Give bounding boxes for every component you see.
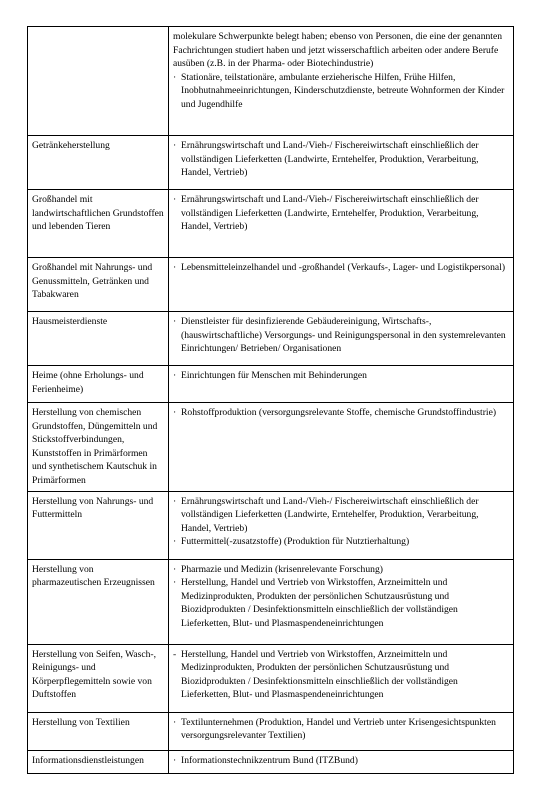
sector-name: Herstellung von Textilien: [32, 716, 130, 728]
sector-name: Großhandel mit Nahrungs- und Genussmitteln, Getränken und Tabakwaren: [32, 262, 153, 301]
critical-area-cell: [169, 750, 514, 773]
sector-name: Informationsdienstleistungen: [32, 754, 144, 766]
sector-cell: [28, 403, 169, 492]
critical-area-item: [173, 71, 509, 112]
critical-area-cell: [169, 27, 514, 136]
bullet-marker: ·: [173, 370, 177, 381]
sector-cell: [28, 559, 169, 644]
critical-area-cell: [169, 403, 514, 492]
sector-name: Herstellung von Nahrungs- und Futtermitteln: [32, 495, 154, 521]
sector-cell: [28, 644, 169, 712]
table-row: [28, 312, 514, 366]
bullet-marker: ·: [173, 536, 177, 548]
bullet-marker: ·: [173, 577, 177, 589]
sector-cell: [28, 258, 169, 312]
sector-name: Hausmeisterdienste: [32, 316, 108, 327]
critical-area-item: [173, 406, 509, 420]
bullet-marker: -: [173, 648, 177, 660]
critical-area-cell: [169, 491, 514, 559]
critical-area-item: [173, 315, 509, 356]
sector-cell: [28, 712, 169, 750]
critical-area-text: Rohstoffproduktion (versorgungsrelevante Stoffe, chemische Grundstoffindustrie): [181, 407, 497, 418]
critical-area-item: [173, 193, 509, 234]
critical-area-cell: [169, 136, 514, 190]
critical-area-cell: [169, 190, 514, 258]
bullet-marker: ·: [173, 262, 177, 273]
critical-area-item: [173, 576, 509, 630]
critical-area-item: [173, 535, 509, 549]
bullet-marker: ·: [173, 194, 177, 205]
sector-cell: [28, 312, 169, 366]
bullet-marker: ·: [173, 563, 177, 575]
critical-area-cell: [169, 258, 514, 312]
sector-cell: [28, 190, 169, 258]
sector-name: Heime (ohne Erholungs- und Ferienheime): [32, 370, 144, 395]
sector-cell: [28, 491, 169, 559]
critical-area-item: [173, 563, 509, 577]
bullet-marker: ·: [173, 716, 177, 728]
sector-table: [27, 26, 514, 774]
critical-area-text: Ernährungswirtschaft und Land-/Vieh-/ Fischereiwirtschaft einschließlich der vollständigen Lieferketten (Landwirte, Erntehelfer, Produktion, Verarbeitung, Handel, Vertrieb): [181, 495, 479, 534]
table-row: [28, 712, 514, 750]
critical-area-text: Dienstleister für desinfizierende Gebäudereinigung, Wirtschafts-, (hauswirtschaftliche) Versorgungs- und Reinigungspersonal in den systemrelevanten Einrichtungen/ Betrieben/ Organisationen: [181, 316, 506, 355]
critical-area-text: Futtermittel(-zusatzstoffe) (Produktion für Nutztierhaltung): [181, 536, 410, 548]
critical-area-text: Herstellung, Handel und Vertrieb von Wirkstoffen, Arzneimitteln und Medizinprodukten, Produkten der persönlichen Schutzausrüstung und Biozidprodukten / Desinfektionsmitteln einschließlich der vollständigen Lieferketten, Blut- und Plasmaspendeneinrichtungen: [181, 577, 458, 629]
sector-name: Herstellung von chemischen Grundstoffen, Düngemitteln und Stickstoffverbindungen, Kunststoffen in Primärformen und synthetischem Kautschuk in Primärformen: [32, 407, 158, 486]
critical-area-text: Ernährungswirtschaft und Land-/Vieh-/ Fischereiwirtschaft einschließlich der vollständigen Lieferketten (Landwirte, Erntehelfer, Produktion, Verarbeitung, Handel, Vertrieb): [181, 140, 479, 179]
critical-area-text: Informationstechnikzentrum Bund (ITZBund): [181, 754, 358, 766]
critical-area-text: Einrichtungen für Menschen mit Behinderungen: [181, 370, 367, 381]
table-row: [28, 403, 514, 492]
sector-cell: [28, 27, 169, 136]
bullet-marker: ·: [173, 140, 177, 151]
critical-area-cell: [169, 366, 514, 403]
sector-name: Getränkeherstellung: [32, 140, 110, 151]
table-row: [28, 190, 514, 258]
critical-area-text: Stationäre, teilstationäre, ambulante erzieherische Hilfen, Frühe Hilfen, Inobhutnahmeeinrichtungen, Kinderschutzdienste, betreute Wohnformen der Kinder und Jugendhilfe: [181, 71, 505, 110]
critical-area-text: molekulare Schwerpunkte belegt haben; ebenso von Personen, die eine der genannten Fachrichtungen studiert haben und jetzt wisserschaftlich arbeiten oder andere Berufe ausüben (z.B. in der Pharma- oder Biotechindustrie): [173, 31, 503, 70]
bullet-marker: ·: [173, 71, 177, 83]
critical-area-item: [173, 648, 509, 702]
bullet-marker: ·: [173, 316, 177, 327]
critical-area-text: Textilunternehmen (Produktion, Handel und Vertrieb unter Krisengesichtspunkten versorgungsrelevanter Textilien): [181, 716, 496, 742]
critical-area-text: Ernährungswirtschaft und Land-/Vieh-/ Fischereiwirtschaft einschließlich der vollständigen Lieferketten (Landwirte, Erntehelfer, Produktion, Verarbeitung, Handel, Vertrieb): [181, 194, 479, 233]
sector-name: Herstellung von Seifen, Wasch-, Reinigungs- und Körperpflegemitteln sowie von Duftstoffen: [32, 648, 157, 701]
sector-cell: [28, 136, 169, 190]
sector-cell: [28, 366, 169, 403]
critical-area-cell: [169, 312, 514, 366]
sector-name: Herstellung von pharmazeutischen Erzeugnissen: [32, 563, 155, 589]
critical-area-item: [173, 495, 509, 536]
critical-area-item: [173, 30, 509, 71]
sector-cell: [28, 750, 169, 773]
table-row: [28, 491, 514, 559]
critical-area-item: [173, 716, 509, 743]
table-row: [28, 366, 514, 403]
critical-area-text: Lebensmitteleinzelhandel und -großhandel (Verkaufs-, Lager- und Logistikpersonal): [181, 262, 506, 273]
critical-area-cell: [169, 644, 514, 712]
table-body: [28, 27, 514, 774]
critical-area-text: Pharmazie und Medizin (krisenrelevante Forschung): [181, 563, 383, 575]
table-row: [28, 136, 514, 190]
critical-area-text: Herstellung, Handel und Vertrieb von Wirkstoffen, Arzneimitteln und Medizinprodukten, Produkten der persönlichen Schutzausrüstung und Biozidprodukten / Desinfektionsmitteln einschließlich der vollständigen Lieferketten, Blut- und Plasmaspendeneinrichtungen: [181, 648, 458, 701]
table-row: [28, 258, 514, 312]
table-row: [28, 750, 514, 773]
critical-area-item: [173, 754, 509, 768]
table-row: [28, 559, 514, 644]
table-row: [28, 27, 514, 136]
bullet-marker: ·: [173, 495, 177, 507]
critical-area-item: [173, 139, 509, 180]
critical-area-item: [173, 261, 509, 275]
critical-area-cell: [169, 712, 514, 750]
bullet-marker: ·: [173, 407, 177, 418]
sector-name: Großhandel mit landwirtschaftlichen Grundstoffen und lebenden Tieren: [32, 194, 164, 233]
bullet-marker: ·: [173, 754, 177, 766]
critical-area-cell: [169, 559, 514, 644]
table-row: [28, 644, 514, 712]
critical-area-item: [173, 369, 509, 383]
